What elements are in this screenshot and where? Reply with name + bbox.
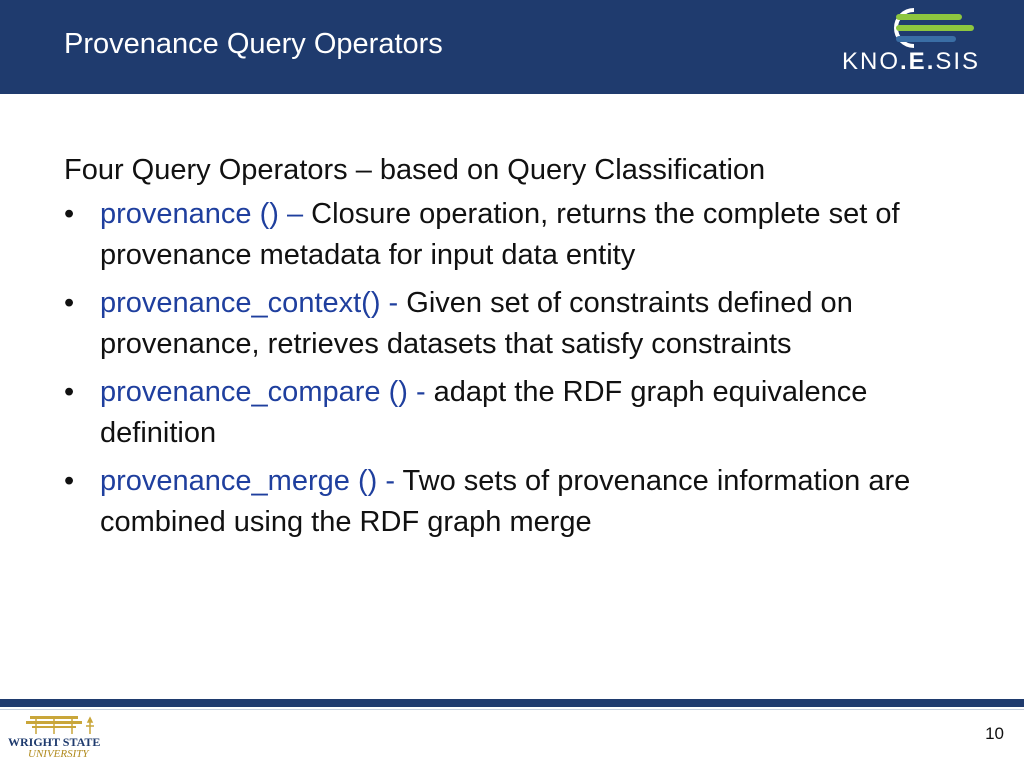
list-item xyxy=(64,372,984,454)
operator-description: Closure operation, returns the complete set of provenance metadata for input data entity xyxy=(100,198,900,271)
knoesis-logo-icon xyxy=(842,6,992,50)
list-item xyxy=(64,194,984,276)
list-item xyxy=(64,461,984,543)
intro-text: Four Query Operators – based on Query Classification xyxy=(64,154,766,186)
knoesis-logo-text xyxy=(842,48,980,76)
logo-text-right: SIS xyxy=(935,48,981,75)
wsu-subname: UNIVERSITY xyxy=(28,748,89,760)
operator-description: Two sets of provenance information are combined using the RDF graph merge xyxy=(100,465,911,538)
operator-name: provenance_context() - xyxy=(100,287,399,319)
bullet-icon: • xyxy=(64,465,75,497)
bullet-icon: • xyxy=(64,287,75,319)
logo-text-left: KNO xyxy=(842,48,901,75)
logo-text-mid: .E. xyxy=(900,48,936,75)
bullet-icon: • xyxy=(64,198,75,230)
page-number: 10 xyxy=(985,724,1004,743)
slide-title: Provenance Query Operators xyxy=(64,28,443,60)
footer-divider-thin xyxy=(0,709,1024,710)
operator-description: Given set of constraints defined on provenance, retrieves datasets that satisfy constraints xyxy=(100,287,853,360)
operator-list xyxy=(64,194,984,543)
operator-name: provenance_merge () - xyxy=(100,465,395,497)
operator-name: provenance () – xyxy=(100,198,304,230)
list-item xyxy=(64,283,984,365)
operator-description: adapt the RDF graph equivalence definition xyxy=(100,376,868,449)
footer-divider xyxy=(0,699,1024,707)
bullet-icon: • xyxy=(64,376,75,408)
wsu-name: WRIGHT STATE xyxy=(8,735,101,749)
slide-body xyxy=(64,150,984,550)
title-bar xyxy=(0,0,1024,94)
operator-name: provenance_compare () - xyxy=(100,376,426,408)
